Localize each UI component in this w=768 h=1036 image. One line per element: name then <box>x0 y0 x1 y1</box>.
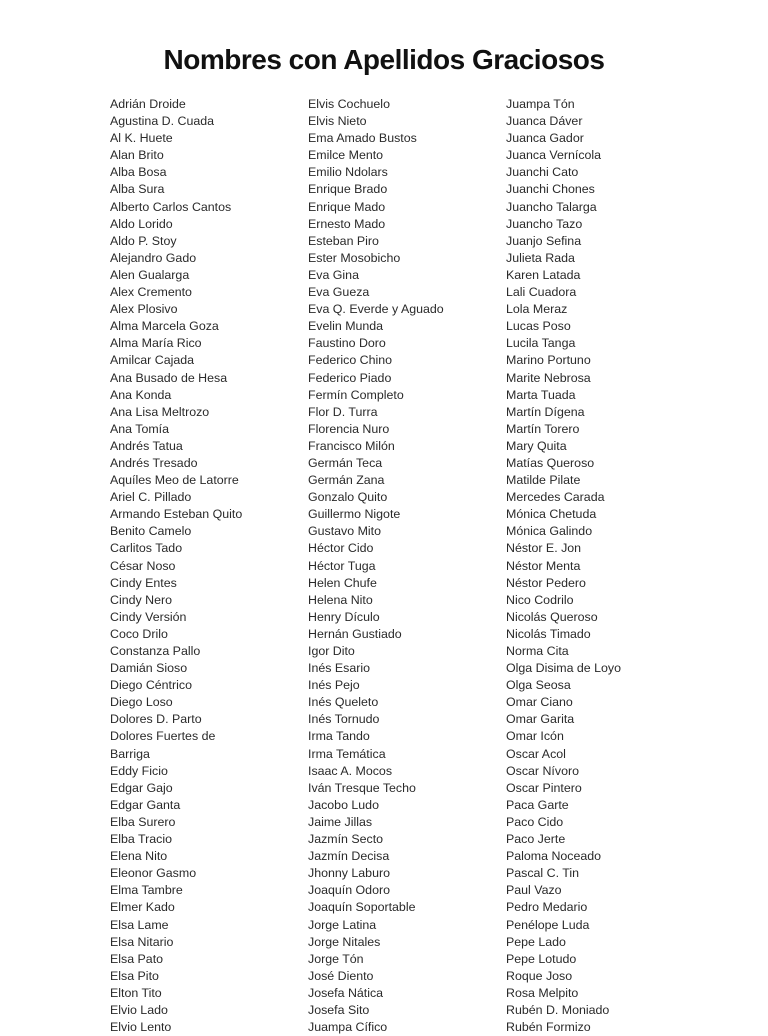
name-list-item: Elsa Pato <box>110 951 164 966</box>
name-list-item: Irma Temática <box>308 746 386 761</box>
name-list-item: Henry Dículo <box>308 609 380 624</box>
name-list-item: Rosa Melpito <box>506 985 579 1000</box>
name-list-item: Elba Tracio <box>110 832 172 847</box>
name-list-item: Germán Zana <box>308 473 385 488</box>
name-list-item: Emilio Ndolars <box>308 165 388 180</box>
name-list-item: Nico Codrilo <box>506 592 574 607</box>
name-list-item: Alex Plosivo <box>110 302 178 317</box>
name-list-item: Guillermo Nigote <box>308 507 401 522</box>
name-list-item: Eva Gueza <box>308 285 370 300</box>
name-list-item: Pepe Lado <box>506 934 566 949</box>
name-list-item: Alan Brito <box>110 148 164 163</box>
name-list-item: Héctor Cido <box>308 541 374 556</box>
name-list-item: Martín Torero <box>506 421 580 436</box>
name-list-item: Jacobo Ludo <box>308 797 379 812</box>
name-list-item: Paco Jerte <box>506 832 566 847</box>
name-list-item: Enrique Brado <box>308 182 388 197</box>
name-list-item: Eddy Ficio <box>110 763 168 778</box>
name-list-item: Constanza Pallo <box>110 644 201 658</box>
name-list-item: Ana Konda <box>110 387 172 402</box>
name-list-item: Roque Joso <box>506 968 573 983</box>
name-list-item: Juanchi Chones <box>506 182 595 197</box>
name-list-item: Alejandro Gado <box>110 250 197 265</box>
name-list-item: Oscar Nívoro <box>506 763 579 778</box>
name-list-item: Inés Esario <box>308 661 370 676</box>
name-list-item: Néstor Pedero <box>506 575 586 590</box>
name-list-item: Helena Nito <box>308 592 373 607</box>
name-list-item: César Noso <box>110 558 176 573</box>
name-list-item: Aldo P. Stoy <box>110 233 177 248</box>
name-list-item: Omar Garita <box>506 712 575 727</box>
name-list-item: Edgar Ganta <box>110 797 181 812</box>
name-list-item: Isaac A. Mocos <box>308 763 393 778</box>
name-list-item: Julieta Rada <box>506 250 575 265</box>
name-list-item: Dolores D. Parto <box>110 712 202 727</box>
name-list-item: Iván Tresque Techo <box>308 780 416 795</box>
name-list-item: Elsa Lame <box>110 917 169 932</box>
name-list-item: Oscar Pintero <box>506 780 582 795</box>
name-list-item: Marino Portuno <box>506 353 591 368</box>
name-list-item: Joaquín Soportable <box>308 900 416 915</box>
name-list-item: Benito Camelo <box>110 524 192 539</box>
name-list-item: Jazmín Decisa <box>308 849 390 864</box>
name-list-item: Pascal C. Tin <box>506 866 579 881</box>
name-list-item: Jorge Nitales <box>308 934 381 949</box>
name-list-item: Pedro Medario <box>506 900 588 915</box>
name-list-item: Juanchi Cato <box>506 165 579 180</box>
name-list-item: Al K. Huete <box>110 131 173 146</box>
name-list-item: Juampa Tón <box>506 97 575 111</box>
name-list-item: Nicolás Timado <box>506 626 591 641</box>
name-list-item: Edgar Gajo <box>110 780 173 795</box>
name-list-item: José Diento <box>308 968 374 983</box>
name-list-item: Juancho Talarga <box>506 199 597 214</box>
name-list-item: Federico Piado <box>308 370 392 385</box>
name-list-item: Olga Seosa <box>506 678 571 693</box>
names-column-2 <box>308 96 508 1036</box>
name-list-item: Armando Esteban Quito <box>110 507 243 522</box>
name-list-item: Néstor Menta <box>506 558 581 573</box>
name-list-item: Ernesto Mado <box>308 216 386 231</box>
name-list-item: Omar Icón <box>506 729 564 744</box>
name-list-item: Elton Tito <box>110 985 162 1000</box>
name-list-item: Federico Chino <box>308 353 393 368</box>
name-list-item: Agustina D. Cuada <box>110 114 215 129</box>
name-list-item: Alba Sura <box>110 182 165 197</box>
name-list-item: Ariel C. Pillado <box>110 490 192 505</box>
name-list-item: Penélope Luda <box>506 917 590 932</box>
name-list-item: Coco Drilo <box>110 626 168 641</box>
name-list-item: Andrés Tresado <box>110 455 198 470</box>
name-list-item: Lucila Tanga <box>506 336 576 351</box>
name-list-item: Nicolás Queroso <box>506 609 598 624</box>
name-list-item: Juancho Tazo <box>506 216 583 231</box>
name-list-item: Ana Busado de Hesa <box>110 370 228 385</box>
name-list-item: Elma Tambre <box>110 883 183 898</box>
name-list-item: Paloma Noceado <box>506 849 602 864</box>
name-list-item: Elba Surero <box>110 814 176 829</box>
name-list-item: Elvio Lento <box>110 1020 172 1035</box>
name-list-item: Paco Cido <box>506 814 564 829</box>
name-list-item: Evelin Munda <box>308 319 384 334</box>
name-list-item: Alma María Rico <box>110 336 202 351</box>
name-list-item: Irma Tando <box>308 729 370 744</box>
name-list-item: Joaquín Odoro <box>308 883 390 898</box>
name-list-item: Cindy Versión <box>110 609 187 624</box>
name-list-item: Helen Chufe <box>308 575 377 590</box>
name-list-item: Elena Nito <box>110 849 168 864</box>
name-list-item: Faustino Doro <box>308 336 386 351</box>
name-list-item: Héctor Tuga <box>308 558 376 573</box>
name-list-item: Elvis Nieto <box>308 114 367 129</box>
name-list-item: Olga Disima de Loyo <box>506 661 622 676</box>
name-list-item: Elsa Pito <box>110 968 159 983</box>
name-list-item: Elmer Kado <box>110 900 175 915</box>
name-list-item: Matías Queroso <box>506 455 595 470</box>
name-list-item: Paca Garte <box>506 797 569 812</box>
name-list-item: Ana Lisa Meltrozo <box>110 404 210 419</box>
name-list-item: Hernán Gustiado <box>308 626 402 641</box>
name-list-item: Inés Queleto <box>308 695 379 710</box>
name-list-item: Emilce Mento <box>308 148 384 163</box>
name-list-item: Ema Amado Bustos <box>308 131 417 146</box>
name-list-item: Germán Teca <box>308 455 383 470</box>
name-list-item: Gustavo Mito <box>308 524 381 539</box>
name-list-item: Matilde Pilate <box>506 473 581 488</box>
name-list-item: Eva Q. Everde y Aguado <box>308 302 444 317</box>
name-list-item: Eva Gina <box>308 267 359 282</box>
name-list-item: Carlitos Tado <box>110 541 183 556</box>
name-list-item: Igor Dito <box>308 644 355 658</box>
name-list-item: Dolores Fuertes de <box>110 729 216 744</box>
name-list-item: Damián Sioso <box>110 661 188 676</box>
name-list-item: Lola Meraz <box>506 302 568 317</box>
name-list-item: Néstor E. Jon <box>506 541 582 556</box>
name-list-item: Enrique Mado <box>308 199 386 214</box>
name-list-item: Martín Dígena <box>506 404 585 419</box>
name-list-item: Barriga <box>110 746 150 761</box>
name-list-item: Paul Vazo <box>506 883 562 898</box>
page-title: Nombres con Apellidos Graciosos <box>163 44 605 75</box>
name-list-item: Lali Cuadora <box>506 285 577 300</box>
name-list-item: Cindy Entes <box>110 575 177 590</box>
name-list-item: Elsa Nitario <box>110 934 174 949</box>
name-list-item: Flor D. Turra <box>308 404 378 419</box>
name-list-item: Aldo Lorido <box>110 216 173 231</box>
names-column-1 <box>110 96 310 1036</box>
name-list-item: Mary Quita <box>506 438 567 453</box>
name-list-item: Alex Cremento <box>110 285 192 300</box>
name-list-item: Alba Bosa <box>110 165 167 180</box>
name-list-item: Esteban Piro <box>308 233 379 248</box>
name-list-item: Andrés Tatua <box>110 438 183 453</box>
name-list-item: Gonzalo Quito <box>308 490 388 505</box>
name-list-item: Jorge Tón <box>308 951 364 966</box>
name-list-item: Jhonny Laburo <box>308 866 390 881</box>
name-list-item: Aquíles Meo de Latorre <box>110 473 239 488</box>
name-list-item: Alen Gualarga <box>110 267 190 282</box>
name-list-item: Diego Céntrico <box>110 678 192 693</box>
name-list-item: Elvio Lado <box>110 1002 168 1017</box>
name-list-item: Pepe Lotudo <box>506 951 577 966</box>
name-list-item: Juanjo Sefina <box>506 233 582 248</box>
name-list-item: Norma Cita <box>506 644 569 658</box>
name-list-item: Alberto Carlos Cantos <box>110 199 232 214</box>
name-list-item: Fermín Completo <box>308 387 404 402</box>
name-list-item: Florencia Nuro <box>308 421 390 436</box>
name-list-item: Francisco Milón <box>308 438 395 453</box>
name-list-item: Amilcar Cajada <box>110 353 195 368</box>
name-list-item: Juanca Vernícola <box>506 148 602 163</box>
name-list-item: Jazmín Secto <box>308 832 384 847</box>
name-list-item: Oscar Acol <box>506 746 566 761</box>
name-list-item: Juanca Gador <box>506 131 584 146</box>
name-list-item: Marta Tuada <box>506 387 576 402</box>
name-list-item: Josefa Sito <box>308 1002 370 1017</box>
name-list-item: Mercedes Carada <box>506 490 605 505</box>
name-list-item: Jaime Jillas <box>308 814 373 829</box>
name-list-item: Alma Marcela Goza <box>110 319 219 334</box>
name-list-item: Mónica Chetuda <box>506 507 597 522</box>
name-list-item: Mónica Galindo <box>506 524 593 539</box>
name-list-item: Omar Ciano <box>506 695 573 710</box>
name-list-item: Juampa Cífico <box>308 1020 388 1035</box>
name-list-item: Lucas Poso <box>506 319 571 334</box>
name-list-item: Josefa Nática <box>308 985 384 1000</box>
name-list-item: Marite Nebrosa <box>506 370 591 385</box>
names-column-3 <box>506 96 706 1036</box>
name-list-item: Elvis Cochuelo <box>308 97 390 111</box>
name-list-item: Karen Latada <box>506 267 581 282</box>
name-list-item: Adrián Droide <box>110 97 186 111</box>
name-list-item: Eleonor Gasmo <box>110 866 197 881</box>
name-list-item: Rubén Formizo <box>506 1020 591 1035</box>
name-list-item: Juanca Dáver <box>506 114 583 129</box>
name-list-item: Jorge Latina <box>308 917 377 932</box>
name-list-item: Cindy Nero <box>110 592 172 607</box>
name-list-item: Ester Mosobicho <box>308 250 401 265</box>
name-list-item: Rubén D. Moniado <box>506 1002 610 1017</box>
name-list-item: Inés Tornudo <box>308 712 380 727</box>
name-list-item: Inés Pejo <box>308 678 360 693</box>
name-list-item: Ana Tomía <box>110 421 170 436</box>
name-list-item: Diego Loso <box>110 695 173 710</box>
